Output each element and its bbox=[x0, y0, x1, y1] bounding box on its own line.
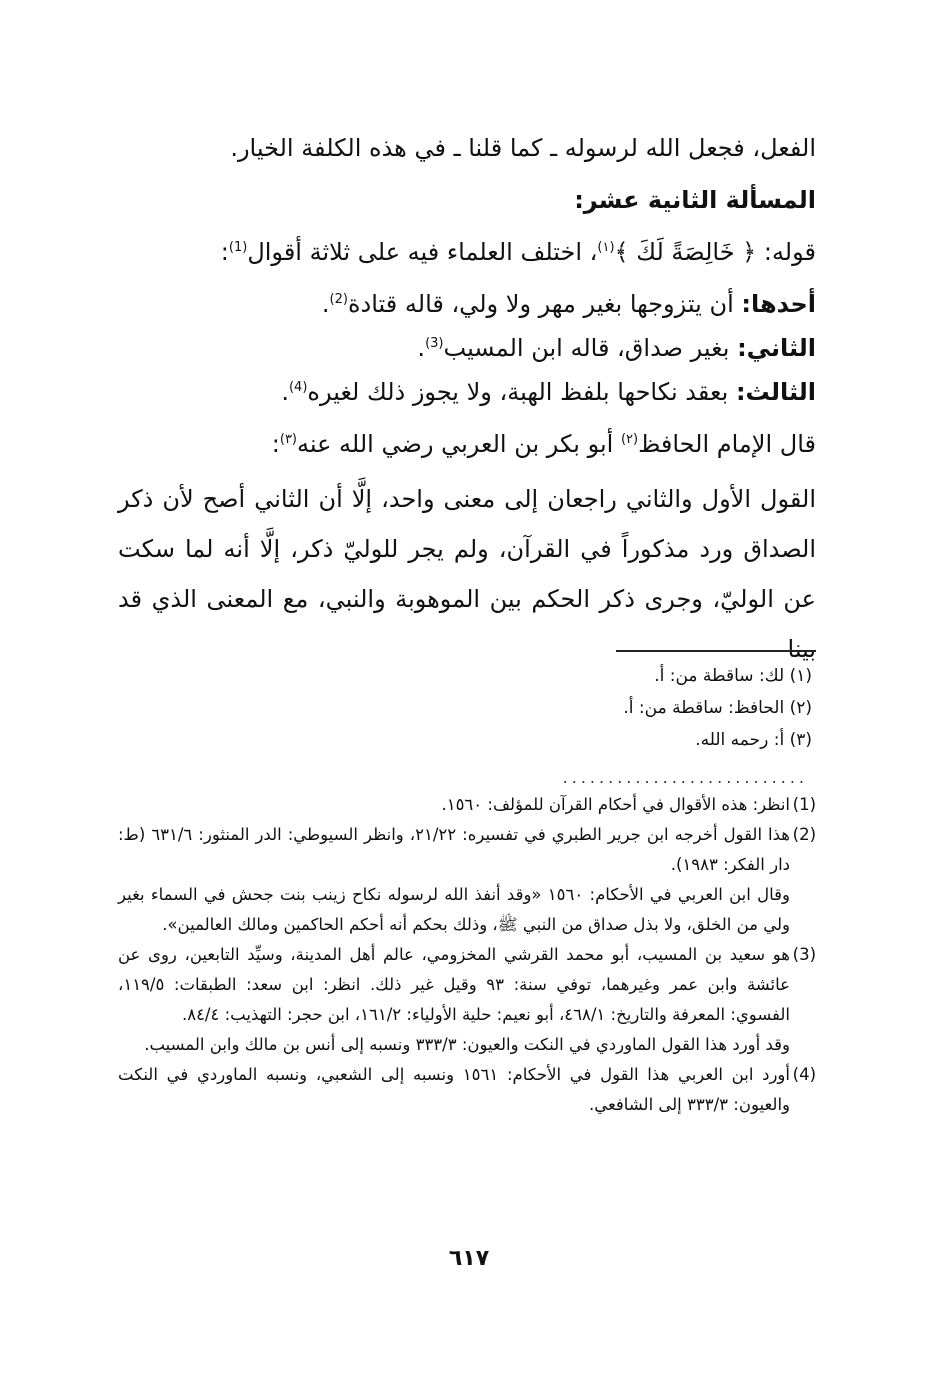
editor-notes bbox=[400, 660, 812, 756]
footnote-2-continuation: وقال ابن العربي في الأحكام: ١٥٦٠ «وقد أنفذ الله لرسوله نكاح زينب بنت جحش في السماء بغير ولي من الخلق، ولا بذل صداق من النبي ﷺ، وذلك بحكم أنه أحكم الحاكمين ومالك العالمين». bbox=[118, 885, 790, 934]
opinion-2-sup: (3) bbox=[425, 336, 444, 351]
footnote-4-number: (4) bbox=[792, 1065, 816, 1084]
footnote-2 bbox=[118, 820, 816, 880]
main-text bbox=[118, 126, 816, 674]
opinion-1: أحدها: أن يتزوجها بغير مهر ولا ولي، قاله قتادة$^{(2)}$. bbox=[321, 290, 816, 318]
imam-text: قال الإمام الحافظ bbox=[638, 430, 816, 458]
footnote-3-text: هو سعيد بن المسيب، أبو محمد القرشي المخزومي، عالم أهل المدينة، وسيِّد التابعين، روى عن عائشة وابن عمر وغيرهما، توفي سنة: ٩٣ وقيل غير ذلك. انظر: ابن سعد: الطبقات: ١١٩/٥، الفسوي: المعرفة والتاريخ: ٤٦٨/١، أبو نعيم: حلية الأولياء: ١٦١/٢، ابن حجر: التهذيب: ٨٤/٤. bbox=[118, 945, 790, 1024]
main-line-1: الفعل، فجعل الله لرسوله ـ كما قلنا ـ في هذه الكلفة الخيار. bbox=[230, 134, 816, 162]
opinion-3-sup: (4) bbox=[288, 380, 308, 395]
opinion-1-sup: (2) bbox=[329, 292, 348, 307]
footnotes bbox=[118, 790, 816, 1120]
section-heading: المسألة الثانية عشر: bbox=[574, 186, 816, 214]
question-mid: ، اختلف العلماء فيه على ثلاثة أقوال bbox=[247, 238, 598, 266]
editor-note-1: (١) لك: ساقطة من: أ. bbox=[654, 666, 812, 686]
opinion-2-text: بغير صداق، قاله ابن المسيب bbox=[443, 334, 738, 362]
dotted-separator: ........................... bbox=[562, 768, 808, 787]
footnote-2-number: (2) bbox=[792, 825, 816, 844]
imam-line: قال الإمام الحافظ$^{(٢)}$ أبو بكر بن العربي رضي الله عنه$^{(٣)}$: bbox=[271, 430, 816, 458]
body-paragraph: القول الأول والثاني راجعان إلى معنى واحد، إلَّا أن الثاني أصح لأن ذكر الصداق ورد مذكوراً في القرآن، ولم يجر للوليّ ذكر، إلَّا أنه لما سكت عن الوليّ، وجرى ذكر الحكم بين الموهوبة والنبي، مع المعنى الذي قد بينا bbox=[118, 485, 816, 663]
footnote-separator bbox=[616, 650, 816, 652]
editor-note-3: (٣) أ: رحمه الله. bbox=[695, 730, 812, 750]
question-end: : bbox=[220, 238, 229, 266]
opinion-2: الثاني: بغير صداق، قاله ابن المسيب$^{(3)}$. bbox=[417, 334, 816, 362]
opinion-3-label: الثالث: bbox=[735, 378, 816, 406]
footnote-3-number: (3) bbox=[792, 945, 816, 964]
question-line bbox=[118, 230, 816, 274]
opinion-2-label: الثاني: bbox=[737, 334, 816, 362]
page-number: ٦١٧ bbox=[448, 1246, 490, 1271]
footnote-4 bbox=[118, 1060, 816, 1120]
footnote-3 bbox=[118, 940, 816, 1030]
footnote-1-number: (1) bbox=[792, 795, 816, 814]
opinion-1-label: أحدها: bbox=[741, 290, 816, 318]
footnote-3-continuation: وقد أورد هذا القول الماوردي في النكت والعيون: ٣٣٣/٣ ونسبه إلى أنس بن مالك وابن المسيب. bbox=[144, 1035, 790, 1054]
opinion-3: الثالث: بعقد نكاحها بلفظ الهبة، ولا يجوز ذلك لغيره$^{(4)}$. bbox=[281, 378, 816, 406]
footnote-1 bbox=[118, 790, 816, 820]
imam-sup-2: (٣) bbox=[279, 432, 297, 447]
opinion-3-text: بعقد نكاحها بلفظ الهبة، ولا يجوز ذلك لغيره bbox=[307, 378, 736, 406]
footnote-4-text: أورد ابن العربي هذا القول في الأحكام: ١٥٦١ ونسبه إلى الشعبي، ونسبه الماوردي في النكت والعيون: ٣٣٣/٣ إلى الشافعي. bbox=[118, 1065, 790, 1114]
imam-sup-1: (٢) bbox=[620, 432, 639, 447]
opinion-1-text: أن يتزوجها بغير مهر ولا ولي، قاله قتادة bbox=[347, 290, 742, 318]
question-sup-2: (1) bbox=[228, 240, 248, 255]
question-sup-1: (١) bbox=[597, 240, 615, 255]
footnote-1-text: انظر: هذه الأقوال في أحكام القرآن للمؤلف: ١٥٦٠. bbox=[441, 795, 790, 814]
footnote-2-text: هذا القول أخرجه ابن جرير الطبري في تفسيره: ٢١/٢٢، وانظر السيوطي: الدر المنثور: ٦٣١/٦ (ط: دار الفكر: ١٩٨٣). bbox=[118, 825, 790, 874]
editor-note-2: (٢) الحافظ: ساقطة من: أ. bbox=[623, 698, 812, 718]
question-prefix: قوله: ﴿ خَالِصَةً لَكَ ﴾ bbox=[614, 238, 816, 266]
imam-text-2: أبو بكر بن العربي رضي الله عنه bbox=[297, 430, 621, 458]
